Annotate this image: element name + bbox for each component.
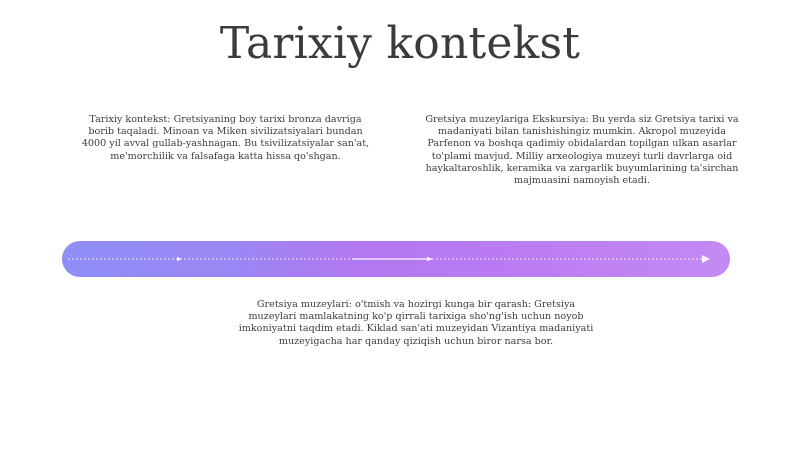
left-text-block: Tarixiy kontekst: Gretsiyaning boy tarixi bronza davriga borib taqaladi. Minoan va Miken sivilizatsiyalari bundan 4000 yil avval gullab-yashnagan. Bu tsivilizatsiyalar san'at, me'morchilik va falsafaga katta hissa qo'shgan. — [81, 114, 370, 162]
arrow-right-icon — [702, 255, 710, 263]
timeline-bar — [62, 241, 730, 277]
arrow-right-icon — [177, 257, 182, 262]
arrow-right-icon — [427, 257, 432, 262]
bottom-text-block: Gretsiya muzeylari: o'tmish va hozirgi kunga bir qarash: Gretsiya muzeylari mamlakatning ko'p qirrali tarixiga sho'ng'ish uchun noyob imkoniyatni taqdim etadi. Kiklad san'ati muzeyidan Vizantiya madaniyati muzeyigacha har qanday qiziqish uchun biror narsa bor. — [238, 299, 594, 347]
timeline-arrow-line — [62, 241, 730, 277]
slide-title: Tarixiy kontekst — [219, 18, 581, 69]
right-text-block: Gretsiya muzeylariga Ekskursiya: Bu yerda siz Gretsiya tarixi va madaniyati bilan tanishishingiz mumkin. Akropol muzeyida Parfenon va boshqa qadimiy obidalardan topilgan ulkan asarlar to'plami mavjud. Milliy arxeologiya muzeyi turli davrlarga oid haykaltaroshlik, keramika va zargarlik buyumlarining ta'sirchan majmuasini namoyish etadi. — [425, 114, 739, 187]
